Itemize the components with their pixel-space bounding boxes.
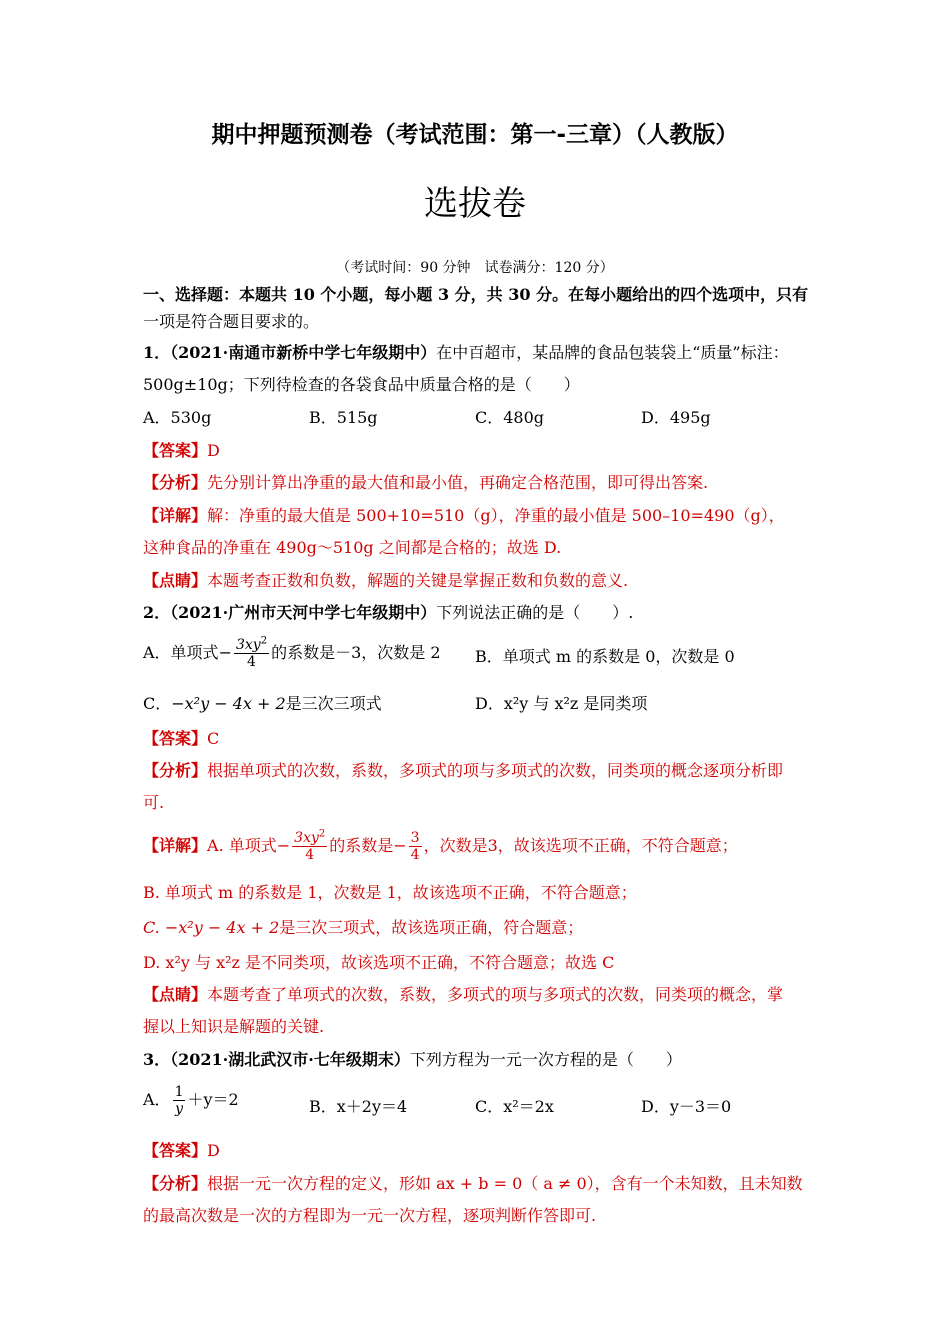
q1-number: 1． <box>143 343 171 362</box>
q2-answer <box>143 728 219 750</box>
q1-analysis-tag: 【分析】 <box>143 473 208 492</box>
q2-detail-c-text: 是三次三项式，故该选项正确，符合题意； <box>279 918 584 937</box>
q2-comment-text: 本题考查了单项式的次数，系数，多项式的项与多项式的次数，同类项的概念，掌 <box>207 985 784 1004</box>
fraction-numerator: 3xy <box>294 830 319 846</box>
q3-analysis-line2: 的最高次数是一次的方程即为一元一次方程，逐项判断作答即可. <box>143 1206 597 1225</box>
q1-analysis-text: 先分别计算出净重的最大值和最小值，再确定合格范围，即可得出答案. <box>207 473 709 492</box>
q3-analysis-tag: 【分析】 <box>143 1174 208 1193</box>
q3-answer <box>143 1140 220 1162</box>
exam-meta: （考试时间：90 分钟 试卷满分：120 分） <box>336 260 614 276</box>
q2-option-c-expression: −x²y − 4x + 2 <box>171 694 286 713</box>
q3-analysis-text: 根据一元一次方程的定义，形如 ax + b = 0（ a ≠ 0），含有一个未知数，且未知数 <box>207 1174 803 1193</box>
q1-detail-text: 解：净重的最大值是 500+10=510（g），净重的最小值是 500–10=490（g）， <box>207 506 785 525</box>
q1-answer-value: D <box>207 441 220 460</box>
q2-detail-a-text: ，次数是3，故该选项不正确，不符合题意； <box>423 836 738 855</box>
q2-option-a-fraction: $\frac{3xy^2}{4}$ <box>235 635 268 670</box>
q2-option-a <box>143 637 441 670</box>
q3-number: 3． <box>143 1050 171 1069</box>
q1-stem-line2: 500g±10g；下列待检查的各袋食品中质量合格的是（ ） <box>143 375 580 394</box>
q1-stem-line1 <box>143 342 789 364</box>
q1-option-b: B．515g <box>309 408 378 427</box>
exam-title: 期中押题预测卷（考试范围：第一-三章）（人教版） <box>211 122 739 148</box>
q1-option-a: A．530g <box>143 408 212 427</box>
q2-detail-d: D. x²y 与 x²z 是不同类项，故该选项不正确，不符合题意；故选 C <box>143 953 615 972</box>
q2-option-a-text: 的系数是－3，次数是 2 <box>271 643 441 662</box>
q2-detail-a-label: A. 单项式 <box>207 836 277 855</box>
fraction-numerator: 3xy <box>235 637 261 653</box>
q2-analysis-tag: 【分析】 <box>143 761 208 780</box>
q2-detail-c-expression: C. −x²y − 4x + 2 <box>143 918 280 937</box>
q1-comment-text: 本题考查正数和负数，解题的关键是掌握正数和负数的意义. <box>207 571 629 590</box>
q2-detail-c <box>143 917 583 939</box>
q2-stem <box>143 602 633 624</box>
q3-source: （2021·湖北武汉市·七年级期末） <box>170 1050 410 1069</box>
q2-detail-b: B. 单项式 m 的系数是 1，次数是 1，故该选项不正确，不符合题意； <box>143 883 637 902</box>
q2-comment-tag: 【点睛】 <box>143 985 208 1004</box>
q2-comment-line2: 握以上知识是解题的关键. <box>143 1017 325 1036</box>
q3-option-d: D．y－3＝0 <box>641 1097 732 1116</box>
q3-option-a-label: A． <box>143 1090 171 1109</box>
q2-detail-a-fraction: $\frac{3xy^2}{4}$ <box>294 828 326 863</box>
section-heading-line1: 一、选择题：本题共 10 个小题，每小题 3 分，共 30 分。在每小题给出的四个选项中，只有 <box>143 285 809 304</box>
fraction-denominator: 4 <box>410 847 420 863</box>
q2-answer-value: C <box>207 729 220 748</box>
q2-detail-tag: 【详解】 <box>143 836 208 855</box>
fraction-denominator: y <box>175 1101 183 1117</box>
q3-option-a <box>143 1084 239 1117</box>
q1-comment <box>143 570 628 592</box>
q2-stem-text: 下列说法正确的是（ ）. <box>436 603 634 622</box>
q3-option-c: C．x²＝2x <box>475 1097 554 1116</box>
q1-source: （2021·南通市新桥中学七年级期中） <box>170 343 437 362</box>
q2-option-a-label: A．单项式 <box>143 643 219 662</box>
q2-comment-line1 <box>143 984 783 1006</box>
q1-comment-tag: 【点睛】 <box>143 571 208 590</box>
q1-answer <box>143 440 220 462</box>
q3-option-a-fraction <box>173 1084 186 1117</box>
q1-stem: 在中百超市，某品牌的食品包装袋上“质量”标注： <box>436 343 789 362</box>
q2-option-b: B．单项式 m 的系数是 0，次数是 0 <box>475 647 735 666</box>
q2-analysis-line2: 可. <box>143 793 165 812</box>
q1-detail-tag: 【详解】 <box>143 506 208 525</box>
q2-detail-a: 【详解】A. 单项式− $\frac{3xy^2}{4}$ 的系数是− $\frac{3}{4}$ ，次数是3，故该选项不正确，不符合题意； <box>143 828 738 863</box>
q1-answer-tag: 【答案】 <box>143 441 208 460</box>
section-heading-line2: 一项是符合题目要求的。 <box>143 312 320 331</box>
q1-option-d: D．495g <box>641 408 711 427</box>
q2-analysis-text: 根据单项式的次数，系数，多项式的项与多项式的次数，同类项的概念逐项分析即 <box>207 761 784 780</box>
q2-option-d: D．x²y 与 x²z 是同类项 <box>475 694 648 713</box>
q3-analysis-line1 <box>143 1173 803 1195</box>
q2-source: （2021·广州市天河中学七年级期中） <box>170 603 437 622</box>
fraction-denominator: 4 <box>305 847 315 863</box>
q1-option-c: C．480g <box>475 408 545 427</box>
q2-option-c: C．−x²y − 4x + 2是三次三项式 <box>143 694 382 713</box>
q3-stem <box>143 1049 682 1071</box>
q3-option-a-text: ＋y＝2 <box>187 1090 239 1109</box>
fraction-denominator: 4 <box>247 654 256 670</box>
fraction-numerator: 1 <box>174 1084 184 1100</box>
q2-analysis-line1 <box>143 760 783 782</box>
q1-analysis <box>143 472 708 494</box>
q1-detail-line1 <box>143 505 785 527</box>
minus-sign: − <box>218 643 232 662</box>
q2-number: 2． <box>143 603 171 622</box>
exam-subtitle: 选拔卷 <box>424 184 526 224</box>
q3-option-b: B．x＋2y＝4 <box>309 1097 408 1116</box>
fraction-numerator: 3 <box>410 830 420 846</box>
q1-detail-line2: 这种食品的净重在 490g～510g 之间都是合格的；故选 D. <box>143 538 562 557</box>
q3-answer-tag: 【答案】 <box>143 1141 208 1160</box>
q2-answer-tag: 【答案】 <box>143 729 208 748</box>
q2-detail-a-mid: 的系数是 <box>329 836 394 855</box>
q2-detail-a-coefficient <box>409 830 422 863</box>
q3-answer-value: D <box>207 1141 220 1160</box>
q3-stem-text: 下列方程为一元一次方程的是（ ） <box>409 1050 682 1069</box>
q2-option-c-text: 是三次三项式 <box>285 694 382 713</box>
